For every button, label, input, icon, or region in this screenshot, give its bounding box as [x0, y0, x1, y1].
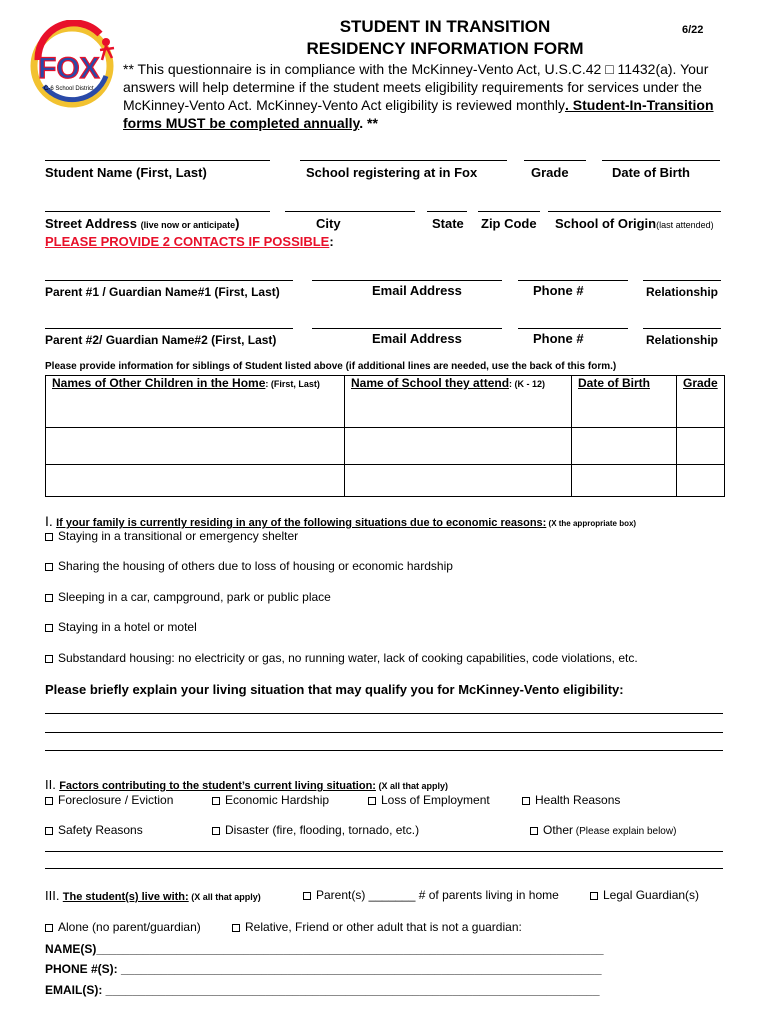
option-label: Substandard housing: no electricity or gas, no running water, lack of cooking capabilities, code violations, etc. — [58, 651, 638, 665]
parent2-name-field[interactable] — [45, 328, 293, 329]
option-label: Sleeping in a car, campground, park or public place — [58, 590, 331, 604]
dob-label: Date of Birth — [612, 165, 690, 180]
live-with-guardian-option[interactable] — [590, 888, 699, 902]
contacts-notice — [45, 234, 334, 249]
checkbox[interactable] — [45, 624, 53, 632]
option-label: Sharing the housing of others due to loss of housing or economic hardship — [58, 559, 453, 573]
checkbox[interactable] — [45, 655, 53, 663]
section1-option[interactable] — [45, 651, 638, 665]
parent1-relationship-label: Relationship — [646, 285, 719, 299]
checkbox[interactable] — [590, 892, 598, 900]
option-label: Parent(s) _______ # of parents living in home — [316, 888, 559, 902]
intro-end: . ** — [359, 115, 378, 131]
names-field[interactable]: NAME(S)____________________________________________________________________________ — [45, 942, 604, 956]
parent2-phone-label: Phone # — [533, 331, 584, 346]
sib-row[interactable] — [46, 465, 725, 497]
parent2-email-label: Email Address — [372, 331, 462, 346]
street-address-label — [45, 216, 240, 231]
sib-col-school-header — [345, 376, 572, 428]
parent1-email-label: Email Address — [372, 283, 462, 298]
section1-note: (X the appropriate box) — [546, 519, 637, 528]
option-label: Staying in a hotel or motel — [58, 620, 197, 634]
sib-col-dob-header — [572, 376, 677, 428]
live-with-parents-option[interactable] — [303, 888, 559, 902]
option-label: Legal Guardian(s) — [603, 888, 700, 902]
other-explain-line[interactable] — [45, 868, 723, 869]
street-label-note: (live now or anticipate — [140, 220, 236, 230]
intro-paragraph — [123, 60, 728, 132]
factor-option[interactable] — [45, 823, 143, 837]
city-field[interactable] — [285, 211, 415, 212]
checkbox[interactable] — [45, 563, 53, 571]
street-label-close: ) — [235, 216, 240, 231]
sib-col-names-note: : (First, Last) — [265, 379, 320, 389]
section1-option[interactable] — [45, 529, 298, 543]
parent1-name-label: Parent #1 / Guardian Name#1 (First, Last) — [45, 285, 280, 299]
siblings-table — [45, 375, 725, 497]
section3-note: (X all that apply) — [188, 892, 261, 902]
street-label-text: Street Address — [45, 216, 137, 231]
option-label: Economic Hardship — [225, 793, 330, 807]
phones-field[interactable]: PHONE #(S): ________________________________________________________________________ — [45, 962, 602, 976]
factor-option[interactable] — [212, 793, 329, 807]
state-field[interactable] — [427, 211, 467, 212]
section2-heading — [45, 777, 448, 792]
school-registering-label: School registering at in Fox — [306, 165, 478, 180]
section1-option[interactable] — [45, 559, 453, 573]
parent2-name-label: Parent #2/ Guardian Name#2 (First, Last) — [45, 333, 277, 347]
parent1-phone-label: Phone # — [533, 283, 584, 298]
origin-label-note: (last attended) — [656, 220, 714, 230]
checkbox[interactable] — [368, 797, 376, 805]
explain-line[interactable] — [45, 750, 723, 751]
checkbox[interactable] — [530, 827, 538, 835]
live-with-relative-option[interactable] — [232, 920, 522, 934]
section2-heading-text: Factors contributing to the student’s current living situation: — [59, 780, 376, 792]
school-registering-field[interactable] — [300, 160, 507, 161]
section2-numeral: II. — [45, 777, 56, 792]
sib-row[interactable] — [46, 428, 725, 465]
intro-emphasis: . Student-In-Transition forms MUST be completed annually — [123, 97, 714, 131]
section1-numeral: I. — [45, 513, 53, 529]
sib-col-grade-label: Grade — [683, 376, 718, 390]
zip-field[interactable] — [478, 211, 540, 212]
parent2-relationship-label: Relationship — [646, 333, 719, 347]
contacts-notice-colon: : — [329, 234, 334, 249]
sib-col-school-note: : (K - 12) — [509, 379, 546, 389]
parent1-relationship-field[interactable] — [643, 280, 721, 281]
section1-heading — [45, 513, 636, 529]
student-name-field[interactable] — [45, 160, 270, 161]
option-label: Disaster (fire, flooding, tornado, etc.) — [225, 823, 420, 837]
city-label: City — [316, 216, 341, 231]
intro-text: ** This questionnaire is in compliance with the McKinney-Vento Act, U.S.C.42 □ 11432(a). Your answers will help determine if the student meets eligibility requirements for services under the McKinney-Vento Act. McKinney-Vento Act eligibility is reviewed monthly — [123, 61, 709, 113]
checkbox[interactable] — [45, 924, 53, 932]
checkbox[interactable] — [212, 827, 220, 835]
option-label: Safety Reasons — [58, 823, 143, 837]
checkbox[interactable] — [45, 827, 53, 835]
sib-col-school-label: Name of School they attend — [351, 376, 510, 390]
sib-col-names-header — [46, 376, 345, 428]
factor-option[interactable] — [212, 823, 419, 837]
section2-note: (X all that apply) — [375, 781, 448, 791]
section1-option[interactable] — [45, 590, 331, 604]
checkbox[interactable] — [303, 892, 311, 900]
checkbox[interactable] — [45, 533, 53, 541]
siblings-header-row — [46, 376, 725, 428]
section1-heading-text: If your family is currently residing in any of the following situations due to economic reasons: — [56, 517, 547, 529]
parent2-phone-field[interactable] — [518, 328, 628, 329]
sib-col-names-label: Names of Other Children in the Home — [52, 376, 266, 390]
student-name-label: Student Name (First, Last) — [45, 165, 207, 180]
option-label: Health Reasons — [535, 793, 621, 807]
factor-option-other[interactable] — [530, 823, 676, 837]
street-address-field[interactable] — [45, 211, 270, 212]
form-title-line2: RESIDENCY INFORMATION FORM — [306, 39, 584, 58]
option-label: Staying in a transitional or emergency shelter — [58, 529, 299, 543]
siblings-instruction: Please provide information for siblings of Student listed above (if additional lines are needed, use the back of this form.) — [45, 361, 617, 372]
origin-label-text: School of Origin — [555, 216, 657, 231]
district-logo — [30, 20, 120, 110]
parent1-name-field[interactable] — [45, 280, 293, 281]
emails-field[interactable]: EMAIL(S): __________________________________________________________________________ — [45, 983, 600, 997]
checkbox[interactable] — [522, 797, 530, 805]
school-of-origin-label — [555, 216, 714, 231]
option-note: (Please explain below) — [573, 826, 677, 837]
section3-heading — [45, 888, 261, 903]
logo-text: FOX — [38, 52, 100, 85]
checkbox[interactable] — [232, 924, 240, 932]
grade-field[interactable] — [524, 160, 586, 161]
checkbox[interactable] — [45, 797, 53, 805]
checkbox[interactable] — [45, 594, 53, 602]
option-label: Alone (no parent/guardian) — [58, 920, 201, 934]
logo-subtext: C-6 School District — [44, 86, 94, 92]
checkbox[interactable] — [212, 797, 220, 805]
dob-field[interactable] — [602, 160, 720, 161]
state-label: State — [432, 216, 464, 231]
parent2-relationship-field[interactable] — [643, 328, 721, 329]
grade-label: Grade — [531, 165, 569, 180]
explain-prompt: Please briefly explain your living situation that may qualify you for McKinney-Vento eligibility: — [45, 682, 624, 697]
sib-col-dob-label: Date of Birth — [578, 376, 650, 390]
form-title-line1: STUDENT IN TRANSITION — [339, 17, 551, 36]
option-label: Loss of Employment — [381, 793, 490, 807]
factor-option[interactable] — [522, 793, 620, 807]
sib-col-grade-header — [677, 376, 725, 428]
contacts-notice-text: PLEASE PROVIDE 2 CONTACTS IF POSSIBLE — [45, 234, 330, 249]
parent1-email-field[interactable] — [312, 280, 502, 281]
live-alone-option[interactable] — [45, 920, 201, 934]
factor-option[interactable] — [45, 793, 173, 807]
section1-option[interactable] — [45, 620, 197, 634]
explain-line[interactable] — [45, 732, 723, 733]
explain-line[interactable] — [45, 713, 723, 714]
option-label: Foreclosure / Eviction — [58, 793, 174, 807]
factor-option[interactable] — [368, 793, 490, 807]
parent2-email-field[interactable] — [312, 328, 502, 329]
section3-heading-text: The student(s) live with: — [62, 891, 189, 903]
option-label: Relative, Friend or other adult that is not a guardian: — [245, 920, 522, 934]
option-label: Other — [543, 823, 574, 837]
school-of-origin-field[interactable] — [548, 211, 721, 212]
other-explain-line[interactable] — [45, 851, 723, 852]
parent1-phone-field[interactable] — [518, 280, 628, 281]
zip-label: Zip Code — [481, 216, 537, 231]
form-version: 6/22 — [682, 24, 704, 36]
section3-numeral: III. — [45, 888, 60, 903]
